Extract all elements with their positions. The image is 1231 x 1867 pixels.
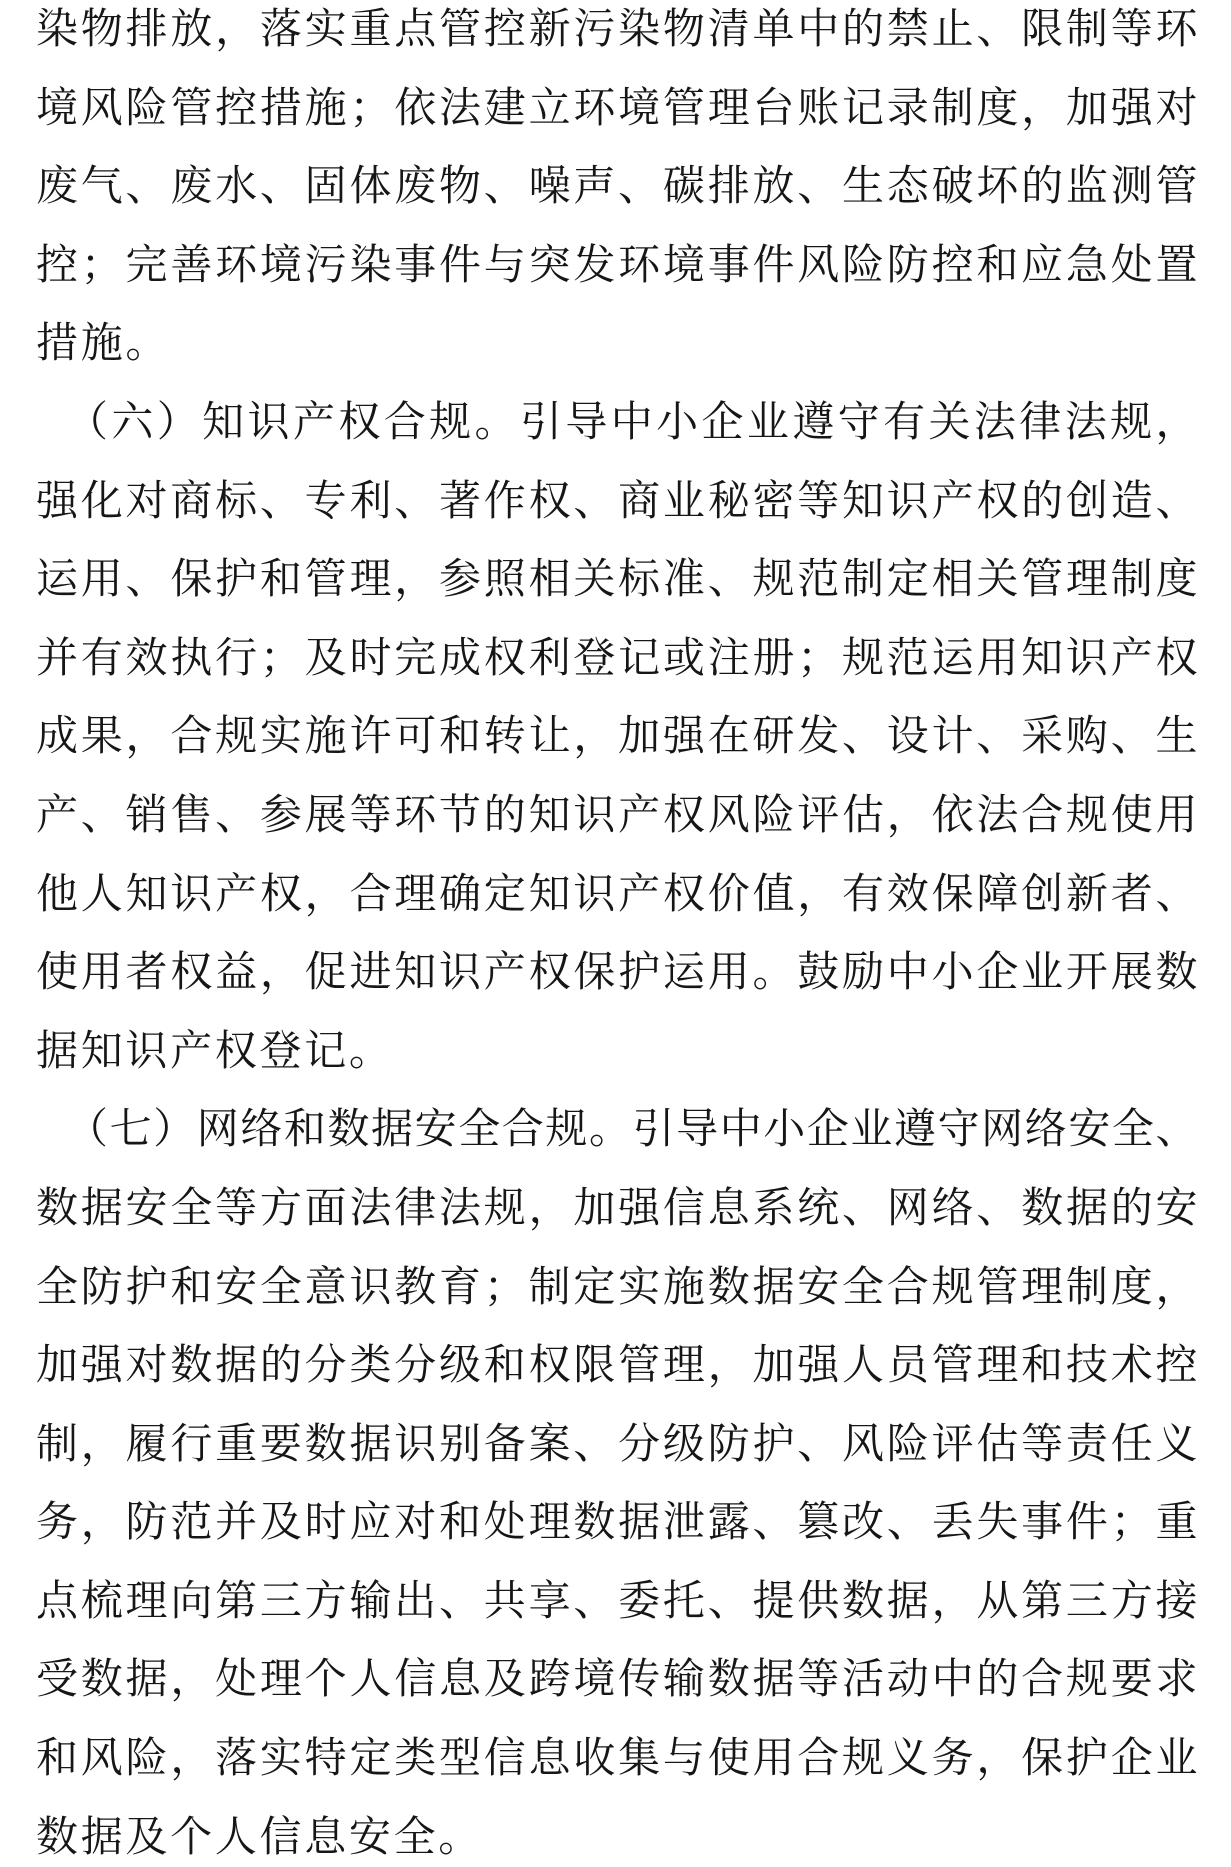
- paragraph-environmental-compliance-continued: [36, 1, 1198, 371]
- text-line: 全防护和安全意识教育；制定实施数据安全合规管理制度，: [36, 1261, 1198, 1311]
- section-heading-line: （六）知识产权合规。引导中小企业遵守有关法律法规，: [66, 396, 1198, 446]
- text-line: 废气、废水、固体废物、噪声、碳排放、生态破坏的监测管: [36, 161, 1198, 211]
- text-line: 受数据，处理个人信息及跨境传输数据等活动中的合规要求: [36, 1654, 1198, 1704]
- text-line: 控；完善环境污染事件与突发环境事件风险防控和应急处置: [36, 239, 1198, 289]
- text-line: 据知识产权登记。: [36, 1025, 394, 1075]
- paragraph-ip-compliance: [36, 394, 1198, 1079]
- text-line: 制，履行重要数据识别备案、分级防护、风险评估等责任义: [36, 1418, 1198, 1468]
- text-line: 强化对商标、专利、著作权、商业秘密等知识产权的创造、: [36, 475, 1198, 525]
- text-line: 他人知识产权，合理确定知识产权价值，有效保障创新者、: [36, 868, 1198, 918]
- text-line: 成果，合规实施许可和转让，加强在研发、设计、采购、生: [36, 711, 1198, 761]
- text-line: 境风险管控措施；依法建立环境管理台账记录制度，加强对: [36, 82, 1198, 132]
- text-line: 措施。: [36, 318, 171, 368]
- paragraph-network-data-security-compliance: [36, 1101, 1198, 1864]
- section-heading-line: （七）网络和数据安全合规。引导中小企业遵守网络安全、: [66, 1104, 1198, 1154]
- text-line: 和风险，落实特定类型信息收集与使用合规义务，保护企业: [36, 1733, 1198, 1783]
- text-line: 使用者权益，促进知识产权保护运用。鼓励中小企业开展数: [36, 947, 1198, 997]
- text-line: 点梳理向第三方输出、共享、委托、提供数据，从第三方接: [36, 1575, 1198, 1625]
- text-line: 务，防范并及时应对和处理数据泄露、篡改、丢失事件；重: [36, 1497, 1198, 1547]
- text-line: 运用、保护和管理，参照相关标准、规范制定相关管理制度: [36, 554, 1198, 604]
- text-line: 并有效执行；及时完成权利登记或注册；规范运用知识产权: [36, 632, 1198, 682]
- document-body: [36, 1, 1198, 1865]
- text-line: 产、销售、参展等环节的知识产权风险评估，依法合规使用: [36, 789, 1198, 839]
- text-line: 数据安全等方面法律法规，加强信息系统、网络、数据的安: [36, 1182, 1198, 1232]
- text-line: 加强对数据的分类分级和权限管理，加强人员管理和技术控: [36, 1340, 1198, 1390]
- text-line: 染物排放，落实重点管控新污染物清单中的禁止、限制等环: [36, 4, 1198, 53]
- text-line: 数据及个人信息安全。: [36, 1811, 484, 1861]
